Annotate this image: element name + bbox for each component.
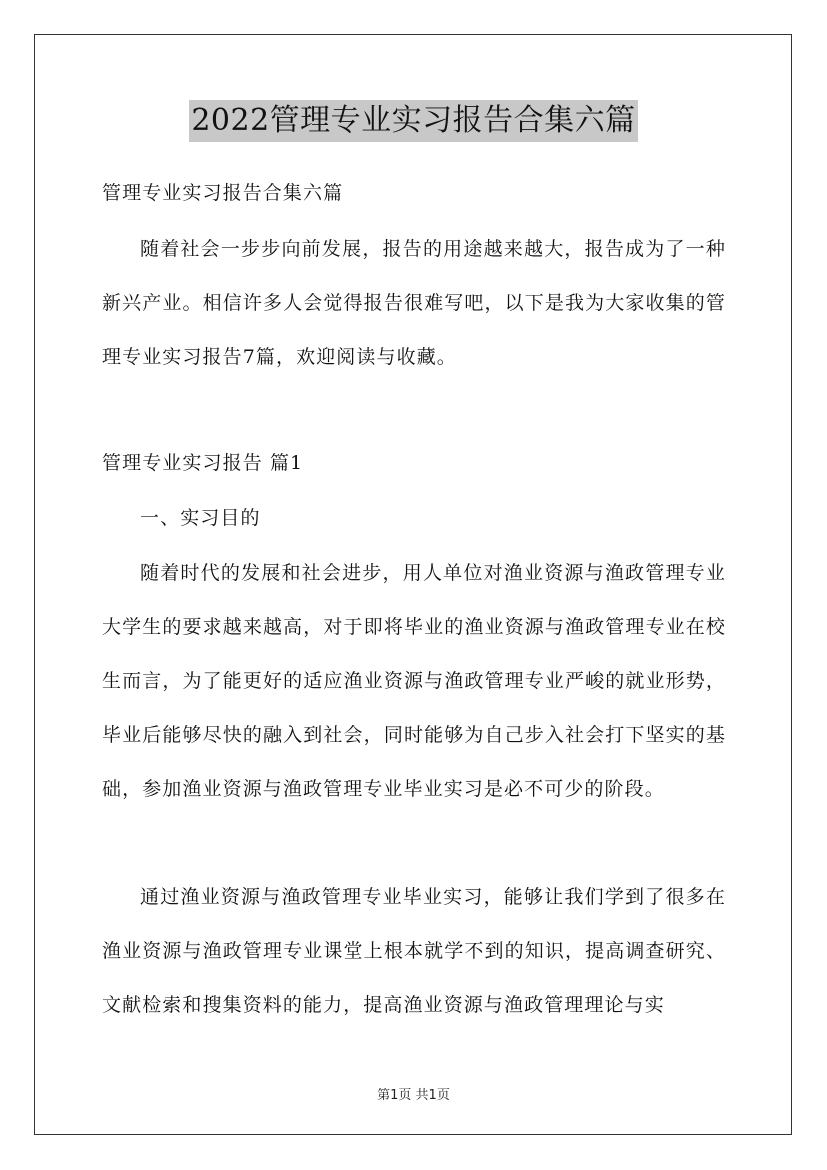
body-paragraph-2: 通过渔业资源与渔政管理专业毕业实习，能够让我们学到了很多在渔业资源与渔政管理专业课堂上根本就学不到的知识，提高调查研究、文献检索和搜集资料的能力，提高渔业资源与渔政管理理论与实 xyxy=(102,886,726,1016)
title-container xyxy=(0,100,827,142)
document-subtitle: 管理专业实习报告合集六篇 xyxy=(102,182,344,204)
intro-paragraph: 随着社会一步步向前发展，报告的用途越来越大，报告成为了一种新兴产业。相信许多人会觉得报告很难写吧，以下是我为大家收集的管理专业实习报告7篇，欢迎阅读与收藏。 xyxy=(102,238,726,368)
section-heading: 管理专业实习报告 篇1 xyxy=(102,452,304,474)
page-footer: 第1页 共1页 xyxy=(377,1088,450,1103)
body-paragraph-1: 随着时代的发展和社会进步，用人单位对渔业资源与渔政管理专业大学生的要求越来越高，对于即将毕业的渔业资源与渔政管理专业在校生而言，为了能更好的适应渔业资源与渔政管理专业严峻的就业形势，毕业后能够尽快的融入到社会，同时能够为自己步入社会打下坚实的基础，参加渔业资源与渔政管理专业毕业实习是必不可少的阶段。 xyxy=(102,562,726,800)
document-title: 2022管理专业实习报告合集六篇 xyxy=(189,100,637,142)
subheading-purpose: 一、实习目的 xyxy=(140,507,261,529)
